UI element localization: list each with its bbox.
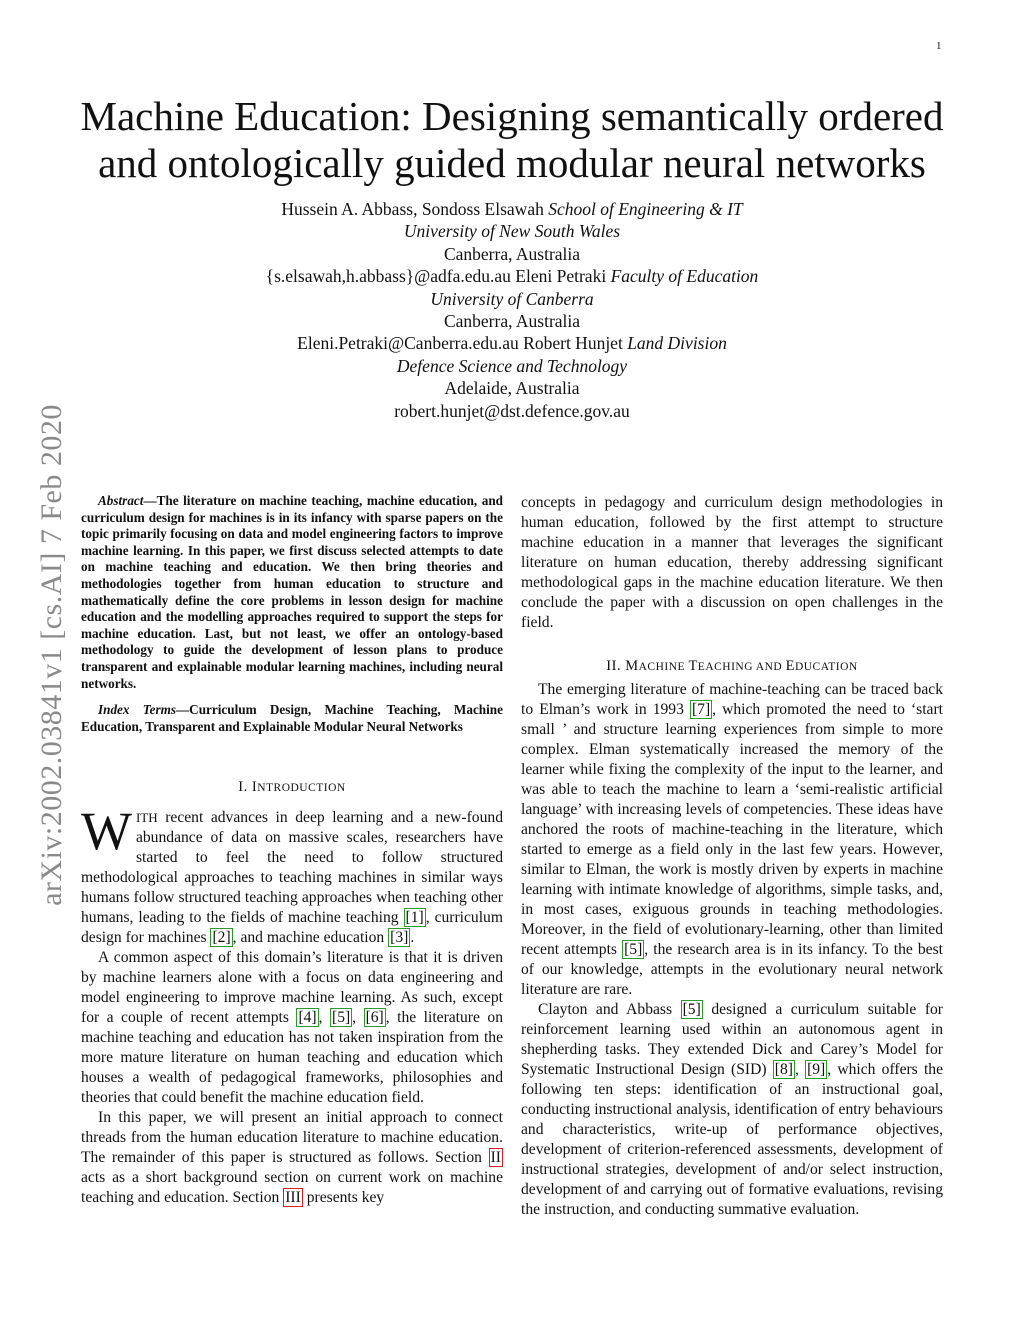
citation-link[interactable]: [2] bbox=[212, 929, 231, 947]
section-link[interactable]: II bbox=[490, 1149, 501, 1167]
section-initial: I bbox=[251, 779, 258, 796]
author-block bbox=[0, 198, 1024, 422]
author-line-3 bbox=[0, 243, 1024, 265]
citation-link[interactable]: [5] bbox=[682, 1001, 701, 1018]
drop-cap: W bbox=[81, 801, 132, 862]
author-line-5 bbox=[0, 288, 1024, 310]
affiliation-text: Defence Science and Technology bbox=[396, 355, 628, 376]
section-initial: T bbox=[688, 658, 698, 674]
title-line-2: and ontologically guided modular neural networks bbox=[98, 140, 926, 186]
text-run: . bbox=[410, 929, 415, 947]
section-initial: M bbox=[625, 658, 639, 674]
index-terms bbox=[81, 702, 503, 735]
left-column bbox=[81, 493, 503, 1208]
text-run: A common aspect of this domain’s literature is that it is driven by machine learners alone with a focus on data engineering and model engineering to improve machine learning. As such, except for a couple of recent attempts bbox=[81, 949, 503, 1027]
citation-link[interactable]: [5] bbox=[624, 941, 643, 958]
paper-title bbox=[0, 93, 1024, 187]
author-text: Canberra, Australia bbox=[443, 243, 581, 264]
machine-teaching-paragraph-1 bbox=[521, 680, 943, 1000]
text-run: , and machine education bbox=[232, 929, 389, 947]
citation-link[interactable]: [7] bbox=[691, 701, 711, 718]
text-run: , bbox=[794, 1061, 806, 1078]
page-number: 1 bbox=[936, 40, 942, 52]
citation-link[interactable]: [8] bbox=[774, 1061, 793, 1078]
author-line-7 bbox=[0, 332, 1024, 354]
author-line-1 bbox=[0, 198, 1024, 220]
section-numeral: I. bbox=[238, 779, 252, 796]
author-line-2 bbox=[0, 220, 1024, 242]
affiliation-text: School of Engineering & IT bbox=[548, 199, 743, 219]
text-run: presents key bbox=[302, 1189, 385, 1207]
citation-link[interactable]: [5] bbox=[332, 1009, 351, 1027]
continued-paragraph: concepts in pedagogy and curriculum design methodologies in human education, followed by the first attempt to structure machine education in a manner that leverages the significant literature on human education, thereby addressing significant methodological gaps in the machine education literature. We then conclude the paper with a discussion on open challenges in the field. bbox=[521, 494, 943, 631]
text-run: , bbox=[318, 1009, 330, 1027]
section-smallcaps: EACHING AND bbox=[697, 661, 786, 673]
abstract bbox=[81, 493, 503, 692]
text-run: , the literature on machine teaching and education has not taken inspiration from the more mature literature on human teaching and education which houses a wealth of pedagogical frameworks, philosophies and theories that could benefit the machine education field. bbox=[81, 1009, 503, 1107]
author-line-10 bbox=[0, 400, 1024, 422]
section-heading-introduction bbox=[81, 779, 503, 796]
affiliation-text: University of Canberra bbox=[430, 288, 594, 309]
intro-paragraph-3 bbox=[81, 1108, 503, 1208]
text-run: , which promoted the need to ‘start small ’ and structure learning experiences from simple to more complex. Elman systematically increased the memory of the learner while fixing the complexity of the input to the learner, and was able to teach the machine to learn a ‘semi-realistic artificial language’ with increasing levels of competencies. These ideas have anchored the roots of machine-teaching in the literature, which started to emerge as a field only in the last few years. However, similar to Elman, the work is mostly driven by experts in machine learning with intimate knowledge of algorithms, simple tasks, and, in most cases, exiguous grounds in teaching methodologies. Moreover, in the field of evolutionary-learning, other than limited recent attempts bbox=[521, 701, 943, 958]
text-run: Clayton and Abbass bbox=[538, 1001, 681, 1018]
citation-link[interactable]: [1] bbox=[405, 909, 424, 927]
section-link[interactable]: III bbox=[285, 1189, 301, 1207]
text-run: designed a curriculum suitable for reinforcement learning used within an autonomous agent in shepherding tasks. They extended Dick and Carey’s Model for Systematic Instructional Design (SID) bbox=[521, 1001, 944, 1078]
section-numeral: II. bbox=[606, 658, 626, 674]
author-line-4 bbox=[0, 265, 1024, 287]
text-run: , bbox=[352, 1009, 364, 1027]
lead-smallcaps: ITH bbox=[135, 810, 158, 826]
text-run: , curriculum design for machines bbox=[81, 909, 503, 947]
author-line-8 bbox=[0, 355, 1024, 377]
text-run: The emerging literature of machine-teaching can be traced back to Elman’s work in 1993 bbox=[521, 681, 943, 718]
author-text: Hussein A. Abbass, Sondoss Elsawah bbox=[281, 199, 549, 219]
intro-paragraph-1 bbox=[81, 801, 503, 948]
author-text: Canberra, Australia bbox=[443, 311, 581, 332]
citation-link[interactable]: [9] bbox=[807, 1061, 826, 1078]
arxiv-identifier-stamp: arXiv:2002.03841v1 [cs.AI] 7 Feb 2020 bbox=[35, 404, 68, 906]
text-run: recent advances in deep learning and a new-found abundance of data on massive scales, researchers have started to feel the need to follow structured methodological approaches to teaching machines in similar ways humans follow structured teaching approaches when teaching other humans, leading to the fields of machine teaching bbox=[81, 809, 503, 927]
text-run: In this paper, we will present an initial approach to connect threads from the human education literature to machine education. The remainder of this paper is structured as follows. Section bbox=[81, 1109, 503, 1167]
affiliation-text: Faculty of Education bbox=[610, 266, 759, 287]
author-line-6 bbox=[0, 310, 1024, 332]
index-terms-text: —Curriculum Design, Machine Teaching, Machine Education, Transparent and Explainable Modular Neural Networks bbox=[81, 702, 503, 734]
citation-link[interactable]: [4] bbox=[298, 1009, 317, 1027]
text-run: acts as a short background section on current work on machine teaching and education. Section bbox=[81, 1169, 503, 1207]
index-terms-label: Index Terms bbox=[98, 702, 176, 718]
text-run: , the research area is in its infancy. To the best of our knowledge, attempts in the evolutionary neural network literature are rare. bbox=[521, 941, 943, 998]
text-run: , which offers the following ten steps: identification of an instructional goal, conducting instructional analysis, identification of entry behaviours and characteristics, write-up of performance objectives, development of criterion-referenced assessments, development of instructional strategies, development of and/or select instruction, development of and carrying out of formative evaluations, revising the instruction, and conducting summative evaluation. bbox=[521, 1061, 944, 1218]
citation-link[interactable]: [3] bbox=[390, 929, 409, 947]
author-text: {s.elsawah,h.abbass}@adfa.edu.au Eleni Petraki bbox=[265, 266, 611, 287]
section-smallcaps: ACHINE bbox=[638, 661, 689, 673]
affiliation-text: University of New South Wales bbox=[403, 221, 621, 242]
author-text: Adelaide, Australia bbox=[444, 378, 580, 399]
section-heading-machine-teaching bbox=[521, 658, 943, 675]
section-smallcaps: DUCATION bbox=[794, 661, 858, 673]
abstract-text: —The literature on machine teaching, machine education, and curriculum design for machines is in its infancy with sparse papers on the topic primarily focusing on data and model engineering factors to improve machine learning. In this paper, we first discuss selected attempts to date on machine teaching and education. We then bring theories and methodologies together from human education to structure and mathematically define the core problems in lesson design for machine education and the modelling approaches required to support the steps for machine education. Last, but not least, we offer an ontology-based methodology to guide the development of lesson plans to produce transparent and explainable modular learning machines, including neural networks. bbox=[81, 493, 503, 691]
author-text: robert.hunjet@dst.defence.gov.au bbox=[394, 400, 630, 421]
intro-paragraph-2 bbox=[81, 948, 503, 1108]
citation-link[interactable]: [6] bbox=[365, 1009, 384, 1027]
author-line-9 bbox=[0, 377, 1024, 399]
author-text: Eleni.Petraki@Canberra.edu.au Robert Hunjet bbox=[297, 333, 628, 354]
section-initial: E bbox=[785, 658, 795, 674]
abstract-label: Abstract bbox=[98, 493, 144, 508]
right-column bbox=[521, 493, 943, 1220]
affiliation-text: Land Division bbox=[627, 333, 727, 354]
machine-teaching-paragraph-2 bbox=[521, 1000, 943, 1220]
title-line-1: Machine Education: Designing semantically ordered bbox=[80, 93, 944, 139]
section-smallcaps: NTRODUCTION bbox=[257, 782, 346, 795]
